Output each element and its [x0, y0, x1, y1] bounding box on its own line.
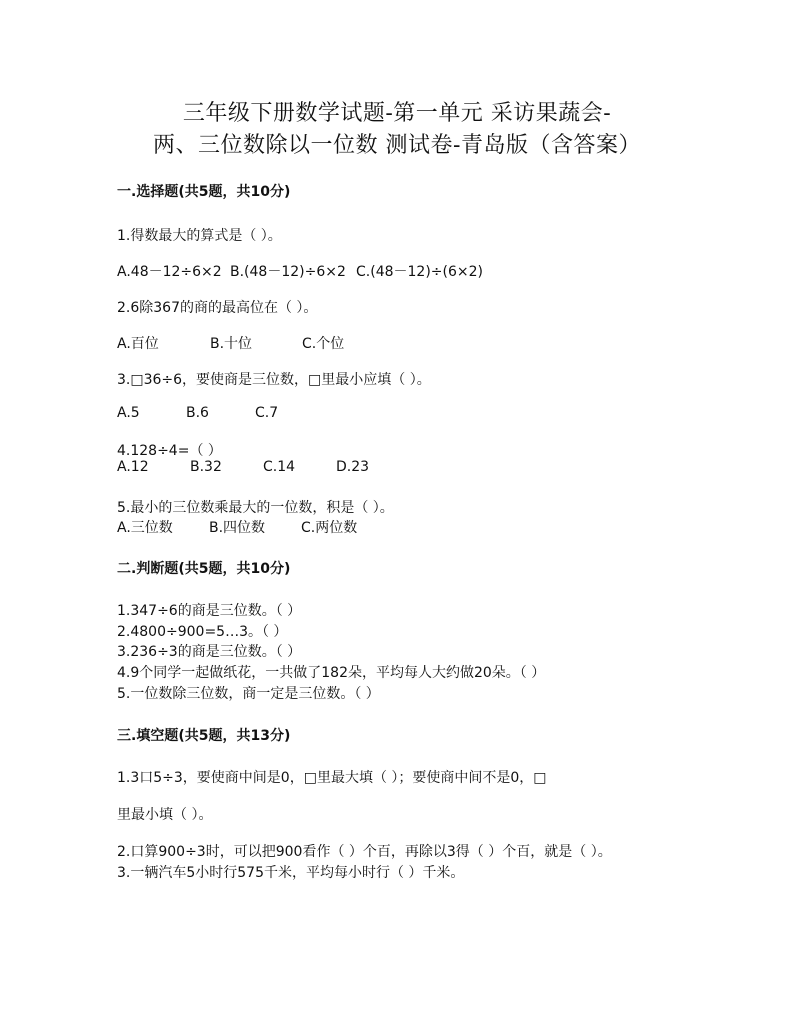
question-1-3: 3.□36÷6，要使商是三位数，□里最小应填（ ）。: [117, 372, 431, 388]
fill-question-2: 2.口算900÷3时，可以把900看作（ ）个百，再除以3得（ ）个百，就是（ ）。: [117, 844, 612, 860]
option-b: B.6: [186, 405, 209, 421]
option-c: C.14: [263, 459, 296, 475]
section-1-heading: 一.选择题(共5题，共10分): [117, 184, 291, 200]
question-1-4: 4.128÷4=（ ）: [117, 443, 222, 459]
option-c: C.两位数: [301, 520, 358, 536]
question-1-5: 5.最小的三位数乘最大的一位数，积是（ ）。: [117, 500, 394, 516]
option-b: B.十位: [210, 336, 253, 352]
question-1-3-options: [117, 405, 278, 421]
option-d: D.23: [336, 459, 370, 475]
section-3-heading: 三.填空题(共5题，共13分): [117, 728, 291, 744]
fill-question-1-line-2: 里最小填（ ）。: [117, 807, 213, 823]
question-1-5-options: [117, 517, 357, 537]
option-a: A.三位数: [117, 520, 173, 536]
judgment-item-4: 4.9个同学一起做纸花，一共做了182朵，平均每人大约做20朵。（ ）: [117, 665, 546, 681]
document-title-line-1: 三年级下册数学试题-第一单元 采访果蔬会-: [182, 101, 612, 126]
question-1-1-options: [117, 261, 483, 281]
option-a: A.百位: [117, 336, 159, 352]
option-c: C.(48－12)÷(6×2): [356, 264, 483, 280]
option-b: B.(48－12)÷6×2: [230, 264, 346, 280]
option-b: B.32: [190, 459, 222, 475]
option-c: C.个位: [302, 336, 345, 352]
option-a: A.12: [117, 459, 149, 475]
question-1-4-options: [117, 459, 369, 475]
option-b: B.四位数: [209, 520, 266, 536]
question-1-2: 2.6除367的商的最高位在（ ）。: [117, 300, 318, 316]
judgment-item-1: 1.347÷6的商是三位数。（ ）: [117, 603, 302, 619]
option-a: A.48－12÷6×2: [117, 264, 222, 280]
question-1-2-options: [117, 333, 344, 353]
judgment-item-3: 3.236÷3的商是三位数。（ ）: [117, 644, 302, 660]
option-a: A.5: [117, 405, 140, 421]
judgment-item-5: 5.一位数除三位数，商一定是三位数。（ ）: [117, 686, 380, 702]
fill-question-3: 3.一辆汽车5小时行575千米，平均每小时行（ ）千米。: [117, 865, 465, 881]
document-title-line-2: 两、三位数除以一位数 测试卷-青岛版（含答案）: [153, 133, 641, 158]
section-2-heading: 二.判断题(共5题，共10分): [117, 561, 291, 577]
option-c: C.7: [255, 405, 279, 421]
judgment-item-2: 2.4800÷900=5…3。（ ）: [117, 624, 288, 640]
question-1-1: 1.得数最大的算式是（ ）。: [117, 228, 282, 244]
fill-question-1-line-1: 1.3口5÷3，要使商中间是0，□里最大填（ ）；要使商中间不是0，□: [117, 770, 547, 786]
